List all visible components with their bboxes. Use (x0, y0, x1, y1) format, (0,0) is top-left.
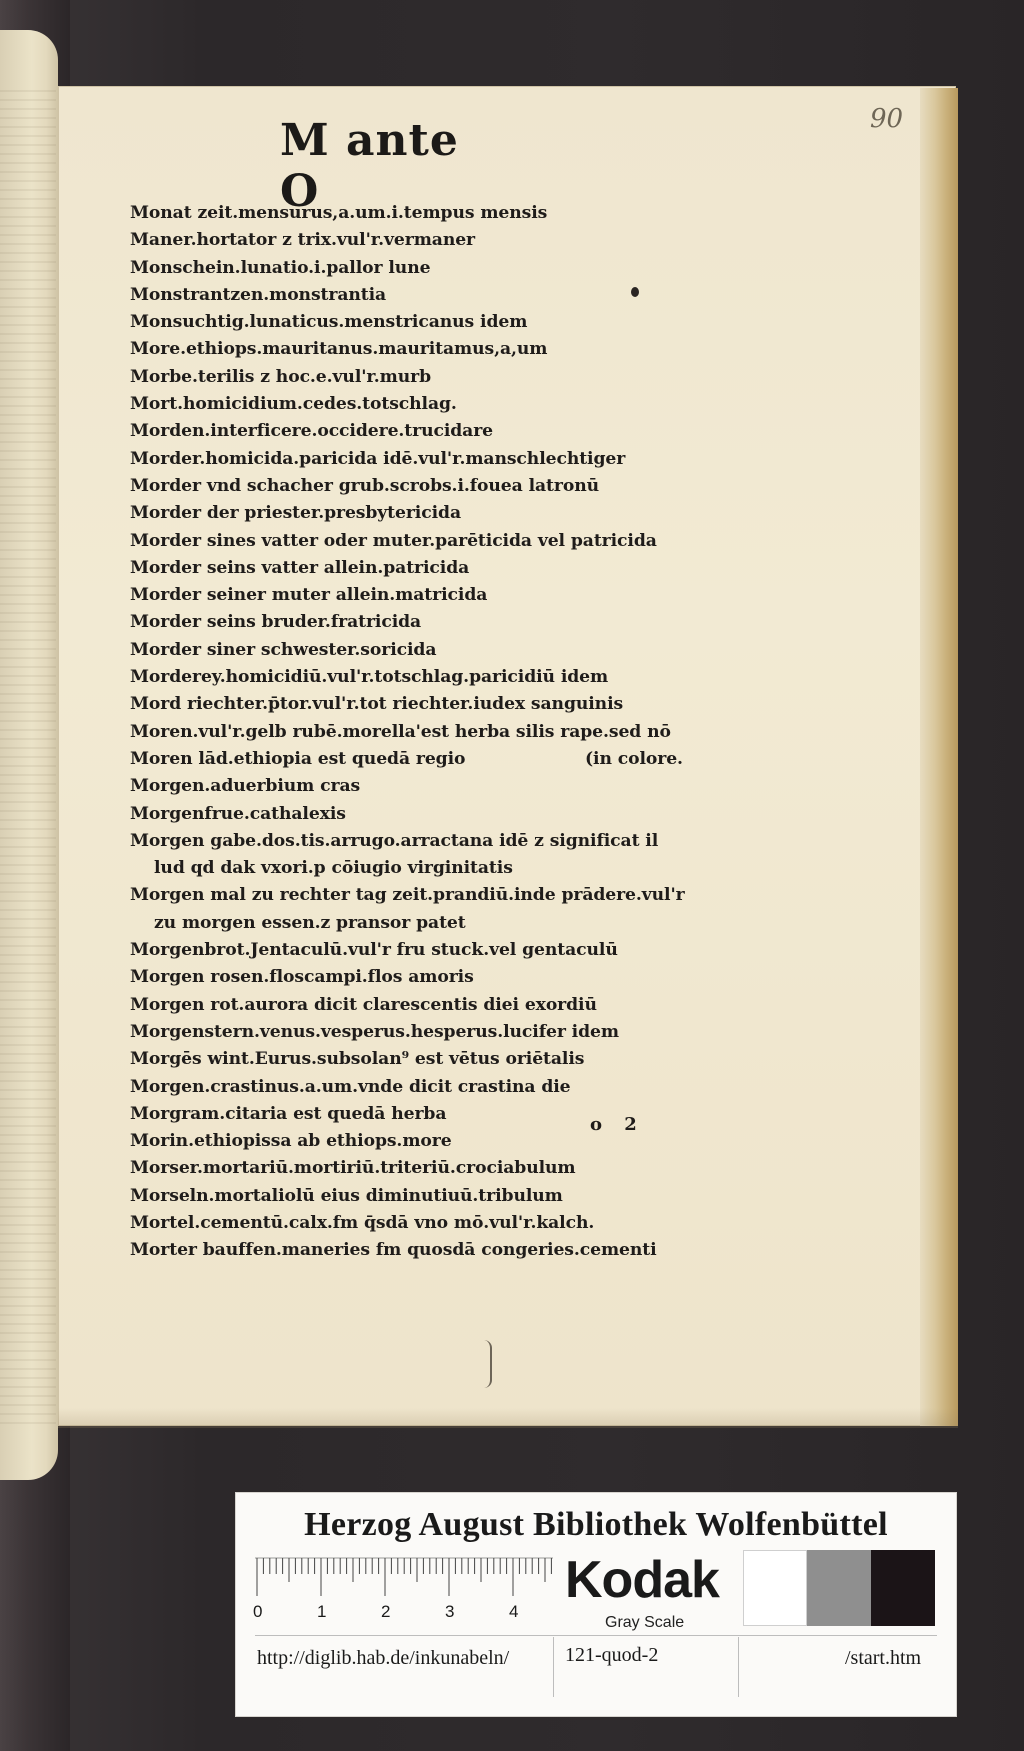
text-line: Morgēs wint.Eurus.subsolan⁹ est vētus oriētalis (130, 1049, 585, 1070)
library-title: Herzog August Bibliothek Wolfenbüttel (304, 1506, 888, 1543)
page-fore-edge (920, 88, 958, 1426)
text-line: Morgen gabe.dos.tis.arrugo.arractana idē z significat il (130, 830, 659, 851)
dictionary-text (130, 200, 830, 1265)
gray-swatch-black (871, 1550, 935, 1626)
text-line: Morgenfrue.cathalexis (130, 803, 346, 824)
text-line: zu morgen essen.z pransor patet (154, 912, 466, 933)
text-line: Morgen.crastinus.a.um.vnde dicit crastina die (130, 1076, 571, 1097)
text-line: Mortel.cementū.calx.fm q̄sdā vno mō.vul'r.kalch. (130, 1212, 595, 1233)
text-line: Morgram.citaria est quedā herba (130, 1103, 447, 1124)
text-line: Morgen mal zu rechter tag zeit.prandiū.inde prādere.vul'r (130, 885, 685, 906)
text-line: Morgen.aduerbium cras (130, 776, 361, 797)
ink-stroke (484, 1340, 492, 1388)
text-line: Monat zeit.mensurus,a.um.i.tempus mensis (130, 203, 548, 223)
text-line: Mort.homicidium.cedes.totschlag. (130, 394, 457, 415)
text-line: Morder siner schwester.soricida (130, 639, 437, 660)
text-line: Monschein.lunatio.i.pallor lune (130, 257, 431, 278)
text-line (130, 746, 830, 773)
text-line: Morder seins vatter allein.patricida (130, 557, 470, 578)
text-line: Morder seiner muter allein.matricida (130, 585, 488, 606)
url-shelfmark: 121-quod-2 (565, 1644, 659, 1666)
ruler-number: 2 (381, 1602, 391, 1621)
kodak-logo: Kodak (565, 1551, 719, 1609)
text-line: Morgen rot.aurora dicit clarescentis diei exordiū (130, 994, 597, 1015)
text-line: Morgenbrot.Jentaculū.vul'r fru stuck.vel gentaculū (130, 940, 618, 961)
ruler-number: 3 (445, 1602, 455, 1621)
text-line: Morin.ethiopissa ab ethiops.more (130, 1131, 452, 1152)
library-target-card (235, 1492, 957, 1717)
page-bottom-shadow (58, 1408, 958, 1428)
margin-note: (in colore. (585, 748, 683, 769)
previous-page-text-edge (0, 90, 56, 1430)
gray-swatch-mid (807, 1550, 871, 1626)
folio-number: 90 (870, 104, 904, 134)
text-line-main: Moren lād.ethiopia est quedā regio (130, 748, 466, 769)
url-base: http://diglib.hab.de/inkunabeln/ (257, 1647, 510, 1669)
text-line: Morgenstern.venus.vesperus.hesperus.lucifer idem (130, 1021, 619, 1042)
ruler-number: 4 (509, 1602, 519, 1621)
text-line: Maner.hortator z trix.vul'r.vermaner (130, 230, 476, 251)
text-line: Morder der priester.presbytericida (130, 503, 461, 524)
ruler-number: 0 (253, 1602, 263, 1621)
text-line: Morden.interficere.occidere.trucidare (130, 421, 494, 442)
text-line: Morseln.mortaliolū eius diminutiuū.tribulum (130, 1185, 563, 1206)
running-head: M ante O (280, 115, 459, 217)
url-suffix: /start.htm (845, 1647, 922, 1669)
ruler-ticks (255, 1556, 553, 1600)
text-line: More.ethiops.mauritanus.mauritamus,a,um (130, 339, 548, 360)
text-line: Morgen rosen.floscampi.flos amoris (130, 967, 474, 988)
gray-scale-label: Gray Scale (605, 1614, 685, 1631)
text-line: Morder seins bruder.fratricida (130, 612, 422, 633)
text-line: Morter bauffen.maneries fm quosdā congeries.cementi (130, 1240, 657, 1261)
text-line: Moren.vul'r.gelb rubē.morella'est herba silis rape.sed nō (130, 721, 671, 742)
measurement-ruler (255, 1556, 553, 1600)
text-line: Morbe.terilis z hoc.e.vul'r.murb (130, 366, 432, 387)
text-line: Morder vnd schacher grub.scrobs.i.fouea latronū (130, 475, 599, 496)
signature-mark: o 2 (590, 1114, 645, 1135)
text-line: Morderey.homicidiū.vul'r.totschlag.paricidiū idem (130, 667, 609, 688)
text-line: lud qd dak vxori.p cōiugio virginitatis (154, 858, 513, 879)
text-line: Morder.homicida.paricida idē.vul'r.manschlechtiger (130, 448, 626, 469)
text-line: Mord riechter.p̄tor.vul'r.tot riechter.iudex sanguinis (130, 694, 624, 715)
text-line: Morder sines vatter oder muter.parēticida vel patricida (130, 530, 657, 551)
gray-swatch-white (743, 1550, 807, 1626)
ruler-number: 1 (317, 1602, 327, 1621)
card-divider (255, 1635, 937, 1636)
text-line: Morser.mortariū.mortiriū.triteriū.crociabulum (130, 1158, 576, 1179)
text-line: Monsuchtig.lunaticus.menstricanus idem (130, 312, 528, 333)
text-line: Monstrantzen.monstrantia (130, 284, 387, 305)
